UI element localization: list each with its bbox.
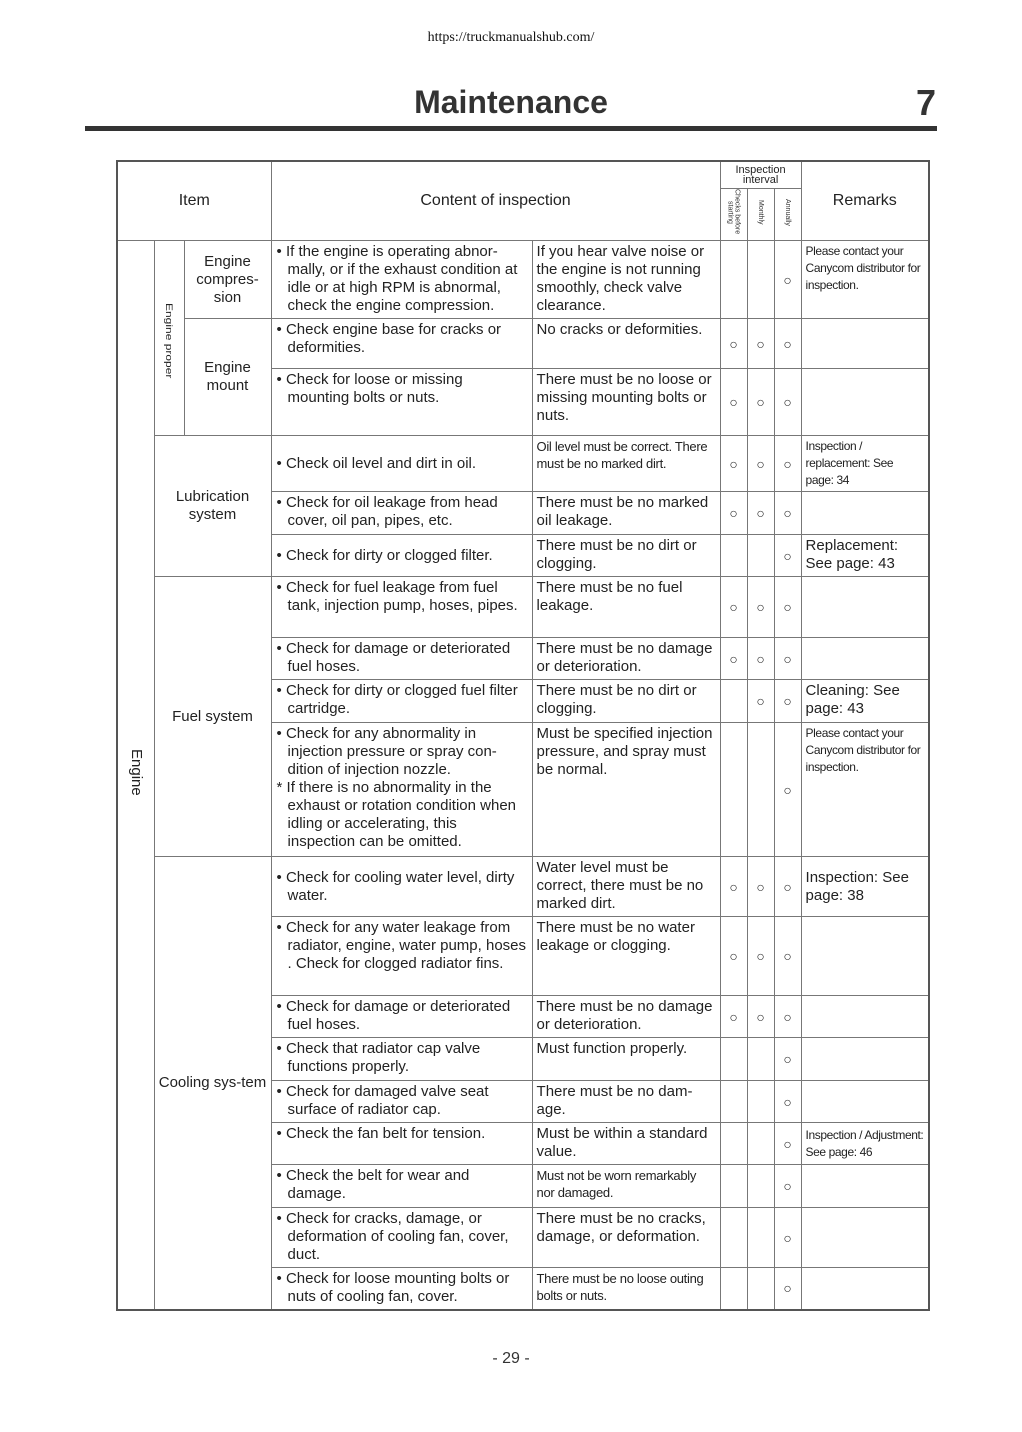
inspection-criteria: Water level must be correct, there must be no marked dirt.: [532, 857, 720, 917]
inspection-criteria: No cracks or deformities.: [532, 319, 720, 369]
inspection-criteria: There must be no water leakage or clogging.: [532, 917, 720, 996]
inspection-content: • Check for damage or deteriorated fuel hoses.: [271, 996, 532, 1038]
check-mark: ○: [774, 1268, 801, 1310]
inspection-content: • Check the belt for wear and damage.: [271, 1165, 532, 1208]
check-mark: ○: [774, 1123, 801, 1165]
check-mark: ○: [774, 241, 801, 319]
inspection-content: • Check for damage or deteriorated fuel hoses.: [271, 638, 532, 680]
engine-proper-label: Engine proper: [154, 241, 184, 436]
inspection-content: • Check for fuel leakage from fuel tank, injection pump, hoses, pipes.: [271, 577, 532, 638]
inspection-content: • Check for oil leakage from head cover, oil pan, pipes, etc.: [271, 492, 532, 535]
table-row: [117, 319, 929, 369]
check-mark: ○: [747, 996, 774, 1038]
remarks-cell: Please contact your Canycom distributor for inspection.: [801, 241, 929, 319]
check-mark: ○: [774, 492, 801, 535]
inspection-criteria: Must not be worn remarkably nor damaged.: [532, 1165, 720, 1208]
inspection-criteria: There must be no marked oil leakage.: [532, 492, 720, 535]
inspection-criteria: There must be no damage or deterioration.: [532, 638, 720, 680]
check-mark: ○: [774, 369, 801, 436]
interval-header: Inspection interval: [720, 161, 801, 189]
check-mark: ○: [774, 1165, 801, 1208]
inspection-content: • Check for cooling water level, dirty water.: [271, 857, 532, 917]
check-mark: ○: [774, 723, 801, 857]
inspection-content: • Check for loose mounting bolts or nuts of cooling fan, cover.: [271, 1268, 532, 1310]
remarks-cell: [801, 1208, 929, 1268]
check-mark: ○: [720, 369, 747, 436]
check-mark: ○: [747, 492, 774, 535]
inspection-criteria: Oil level must be correct. There must be no marked dirt.: [532, 436, 720, 492]
check-mark: ○: [774, 1208, 801, 1268]
inspection-criteria: There must be no loose outing bolts or nuts.: [532, 1268, 720, 1310]
item-header: Item: [117, 161, 271, 241]
remarks-cell: Please contact your Canycom distributor for inspection.: [801, 723, 929, 857]
source-url: https://truckmanualshub.com/: [427, 30, 595, 45]
inspection-content: • Check the fan belt for tension.: [271, 1123, 532, 1165]
table-row: [117, 577, 929, 638]
inspection-content: • Check engine base for cracks or deformities.: [271, 319, 532, 369]
inspection-criteria: If you hear valve noise or the engine is not running smoothly, check valve clearance.: [532, 241, 720, 319]
remarks-cell: Inspection: See page: 38: [801, 857, 929, 917]
remarks-cell: [801, 1268, 929, 1310]
table-row: [117, 436, 929, 492]
engine-group-label: Engine: [117, 241, 154, 1310]
check-mark: ○: [774, 917, 801, 996]
inspection-criteria: There must be no damage or deterioration.: [532, 996, 720, 1038]
annually-header: Annually: [774, 189, 801, 241]
monthly-header: Monthly: [747, 189, 774, 241]
check-mark: ○: [774, 577, 801, 638]
check-mark: ○: [774, 1081, 801, 1123]
check-mark: ○: [720, 996, 747, 1038]
maintenance-table: [116, 160, 930, 1311]
check-mark: ○: [720, 436, 747, 492]
engine-mount-label: Engine mount: [184, 319, 271, 436]
inspection-content-note: * If there is no abnormality in the exhaust or rotation condition when idling or accelerating, this inspection can be omitted.: [276, 779, 517, 850]
lubrication-system-label: Lubrication system: [154, 436, 271, 577]
before-starting-header: Checks before starting: [720, 189, 747, 241]
check-mark: ○: [720, 638, 747, 680]
remarks-cell: [801, 1165, 929, 1208]
inspection-content: • Check for dirty or clogged filter.: [271, 535, 532, 577]
remarks-cell: [801, 638, 929, 680]
remarks-cell: [801, 917, 929, 996]
remarks-cell: [801, 492, 929, 535]
inspection-content: • Check for damaged valve seat surface of radiator cap.: [271, 1081, 532, 1123]
remarks-cell: [801, 1038, 929, 1081]
check-mark: ○: [747, 917, 774, 996]
check-mark: ○: [720, 319, 747, 369]
inspection-criteria: Must be within a standard value.: [532, 1123, 720, 1165]
remarks-header: Remarks: [801, 161, 929, 241]
remarks-cell: [801, 369, 929, 436]
remarks-cell: [801, 1081, 929, 1123]
inspection-content: • Check that radiator cap valve functions properly.: [271, 1038, 532, 1081]
check-mark: ○: [774, 996, 801, 1038]
remarks-cell: Cleaning: See page: 43: [801, 680, 929, 723]
check-mark: ○: [774, 680, 801, 723]
check-mark: ○: [747, 319, 774, 369]
check-mark: ○: [774, 638, 801, 680]
inspection-criteria: There must be no cracks, damage, or deformation.: [532, 1208, 720, 1268]
inspection-content: • Check for loose or missing mounting bolts or nuts.: [271, 369, 532, 436]
check-mark: ○: [774, 1038, 801, 1081]
engine-compression-label: Engine compres-sion: [184, 241, 271, 319]
check-mark: ○: [747, 680, 774, 723]
inspection-criteria: Must function properly.: [532, 1038, 720, 1081]
page-number: - 29 -: [492, 1350, 530, 1367]
inspection-criteria: There must be no dirt or clogging.: [532, 680, 720, 723]
inspection-criteria: There must be no fuel leakage.: [532, 577, 720, 638]
inspection-criteria: There must be no loose or missing mounting bolts or nuts.: [532, 369, 720, 436]
table-row: [117, 857, 929, 917]
remarks-cell: [801, 319, 929, 369]
remarks-cell: Inspection / replacement: See page: 34: [801, 436, 929, 492]
remarks-cell: [801, 577, 929, 638]
remarks-cell: Inspection / Adjustment: See page: 46: [801, 1123, 929, 1165]
inspection-content: • Check oil level and dirt in oil.: [271, 436, 532, 492]
check-mark: ○: [774, 857, 801, 917]
inspection-content: • Check for any water leakage from radiator, engine, water pump, hoses . Check for clogged radiator fins.: [271, 917, 532, 996]
inspection-criteria: There must be no damage.: [532, 1081, 720, 1123]
title-rule: [85, 126, 937, 131]
inspection-content: • Check for dirty or clogged fuel filter cartridge.: [271, 680, 532, 723]
check-mark: ○: [774, 535, 801, 577]
inspection-content: • Check for cracks, damage, or deformation of cooling fan, cover, duct.: [271, 1208, 532, 1268]
cooling-system-label: Cooling sys-tem: [154, 857, 271, 1310]
content-header: Content of inspection: [271, 161, 720, 241]
check-mark: ○: [720, 857, 747, 917]
remarks-cell: Replacement: See page: 43: [801, 535, 929, 577]
check-mark: ○: [720, 917, 747, 996]
check-mark: ○: [747, 577, 774, 638]
table-row: [117, 241, 929, 319]
remarks-cell: [801, 996, 929, 1038]
inspection-criteria: Must be specified injection pressure, and spray must be normal.: [532, 723, 720, 857]
chapter-number: 7: [915, 82, 936, 123]
check-mark: ○: [774, 436, 801, 492]
check-mark: ○: [747, 369, 774, 436]
inspection-criteria: There must be no dirt or clogging.: [532, 535, 720, 577]
check-mark: ○: [747, 436, 774, 492]
check-mark: ○: [720, 492, 747, 535]
page-title: Maintenance: [414, 84, 608, 120]
check-mark: ○: [747, 638, 774, 680]
fuel-system-label: Fuel system: [154, 577, 271, 857]
check-mark: ○: [720, 577, 747, 638]
check-mark: ○: [747, 857, 774, 917]
check-mark: ○: [774, 319, 801, 369]
inspection-content: • If the engine is operating abnormally, or if the exhaust condition at idle or at high RPM is abnormal, check the engine compression.: [271, 241, 532, 319]
inspection-content: [271, 723, 532, 857]
inspection-content-main: • Check for any abnormality in injection pressure or spray condition of injection nozzle.: [276, 725, 497, 778]
